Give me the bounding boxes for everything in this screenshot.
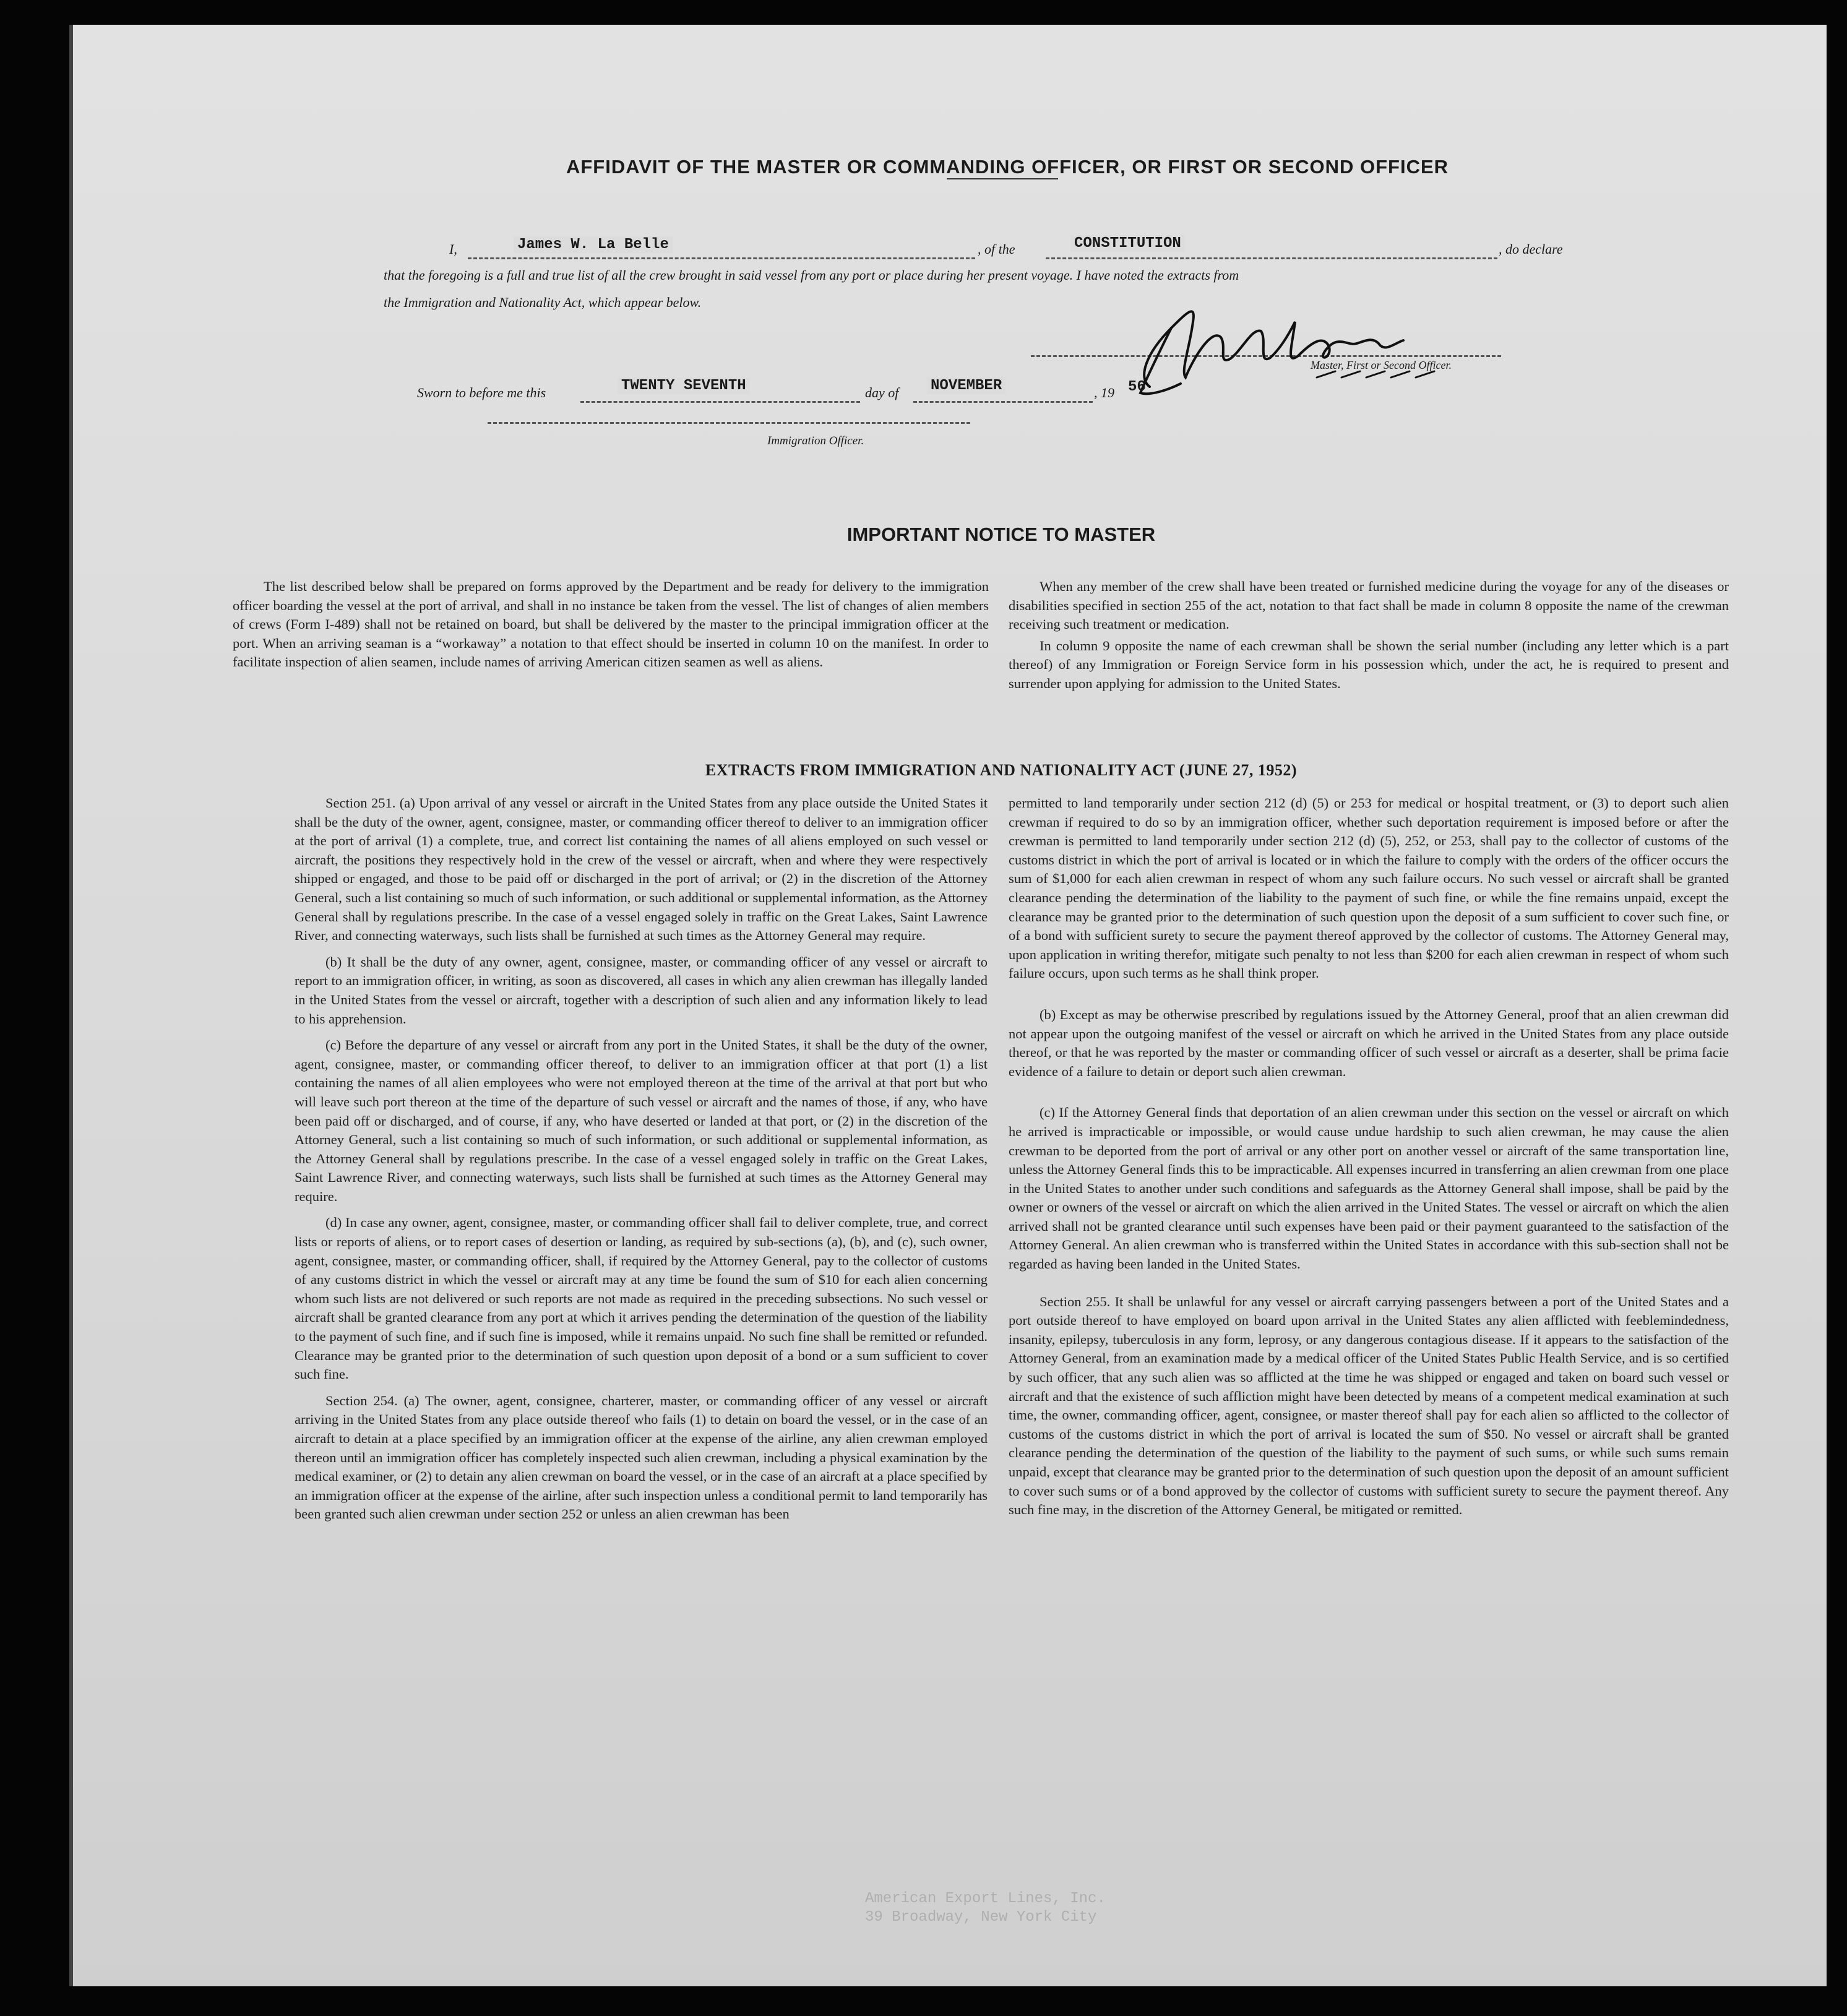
bleed-through-line-2: 39 Broadway, New York City <box>865 1909 1097 1926</box>
extracts-left-column <box>295 794 988 1531</box>
notice-right-paragraph-1: When any member of the crew shall have been treated or furnished medicine during the voyage for any of the diseases or disabilities specified in section 255 of the act, notation to that fact shall be made in column 8 opposite the name of the crewman receiving such treatment or medication. <box>1009 579 1729 632</box>
sworn-day-field[interactable]: TWENTY SEVENTH <box>618 377 750 394</box>
notice-right-paragraph-2: In column 9 opposite the name of each crewman shall be shown the serial number (including any letter which is a part thereof) of any Immigration or Foreign Service form in his possession which, under the act, he is required to present and surrender upon applying for admission to the United States. <box>1009 637 1729 691</box>
section-251c: (c) Before the departure of any vessel or aircraft from any port in the United States, it shall be the duty of the owner, agent, consignee, master, or commanding officer thereof, to deliver to an immigration officer at that port (1) a list containing the names of all alien employees who were not employed thereon at the time of the arrival at that port but who will leave such port thereon at the time of the departure of such vessel or aircraft and the names of those, if any, who have been paid off or discharged, and of course, if any, who have deserted or landed at that port, or (2) in the discretion of the Attorney General, such a list containing so much of such information, or such additional or supplemental information, as the Attorney General shall by regulations prescribe. In the case of a vessel engaged solely in traffic on the Great Lakes, Saint Lawrence River, and connecting waterways, such lists shall be furnished at such times as the Attorney General may require. <box>295 1037 988 1204</box>
notice-right-column <box>1009 577 1729 701</box>
declaration-text-2: the Immigration and Nationality Act, which appear below. <box>384 295 702 310</box>
vessel-name-field[interactable]: CONSTITUTION <box>1070 235 1185 252</box>
of-the-label: , of the <box>978 241 1015 257</box>
notice-left-column <box>233 577 989 679</box>
section-251a: Section 251. (a) Upon arrival of any vessel or aircraft in the United States from any place outside the United States it shall be the duty of the owner, agent, consignee, master, or commanding officer thereof to deliver to an immigration officer at the port of arrival (1) a complete, true, and correct list containing the names of all aliens employed on such vessel or aircraft, the positions they respectively hold in the crew of the vessel or aircraft, when and where they were respectively shipped or engaged, and those to be paid off or discharged in the port of arrival; or (2) in the discretion of the Attorney General, such a list containing so much of such information, or such additional or supplemental information, as the Attorney General shall by regulations prescribe. In the case of a vessel engaged solely in traffic on the Great Lakes, Saint Lawrence River, and connecting waterways, such lists shall be furnished at such times as the Attorney General may require. <box>295 795 988 944</box>
master-name-field[interactable]: James W. La Belle <box>514 236 673 253</box>
notice-left-paragraph: The list described below shall be prepared on forms approved by the Department and be ready for delivery to the immigration officer boarding the vessel at the port of arrival, and shall in no instance be taken from the vessel. The list of changes of alien members of crews (Form I-489) shall not be retained on board, but shall be delivered by the master to the principal immigration officer at the port. When an arriving seaman is a “workaway” a notation to that effect should be inserted in column 10 on the manifest. In order to facilitate inspection of alien seamen, include names of arriving American citizen seamen as well as aliens. <box>233 579 989 670</box>
month-field[interactable]: NOVEMBER <box>927 377 1005 394</box>
section-254a-continued: permitted to land temporarily under section 212 (d) (5) or 253 for medical or hospital treatment, or (3) to deport such alien crewman if required to do so by an immigration officer, whether such deportation requirement is imposed before or after the crewman is permitted to land temporarily under section 212 (d) (5), 252, or 253, shall pay to the collector of customs of the customs district in which the port of arrival is located or in which the failure to comply with the orders of the officer occurs the sum of $1,000 for each alien crewman in respect of whom any such failure occurs. No such vessel or aircraft shall be granted clearance pending the determination of the liability to the payment of such fine, or while the fine remains unpaid, except the clearance may be granted prior to the determination of such question upon the deposit of a sum sufficient to cover such fine, or of a bond with sufficient surety to secure the payment thereof approved by the collector of customs. The Attorney General may, upon application in writing therefor, mitigate such penalty to not less than $200 for each alien crewman in respect of whom such failure occurs, upon such terms as he shall think proper. <box>1009 795 1729 981</box>
i-label: I, <box>449 241 457 257</box>
day-of-label: day of <box>865 385 899 400</box>
immigration-officer-label: Immigration Officer. <box>767 434 864 447</box>
affidavit-title: AFFIDAVIT OF THE MASTER OR COMMANDING OFFICER, OR FIRST OR SECOND OFFICER <box>566 156 1449 178</box>
year-field[interactable]: 56 <box>1128 379 1146 395</box>
extracts-right-column <box>1009 794 1729 1527</box>
section-254a: Section 254. (a) The owner, agent, consignee, charterer, master, or commanding officer of any vessel or aircraft arriving in the United States from any place outside thereof who fails (1) to detain on board the vessel, or in the case of an aircraft to detain at a place specified by an immigration officer at the expense of the airline, any alien crewman employed thereon until an immigration officer has completely inspected such alien crewman, including a physical examination by the medical examiner, or (2) to detain any alien crewman on board the vessel, or in the case of an aircraft at a place specified by an immigration officer at the expense of the airline, after such inspection unless a conditional permit to land temporarily has been granted such alien crewman under section 252 or unless an alien crewman has been <box>295 1392 988 1522</box>
section-254b: (b) Except as may be otherwise prescribed by regulations issued by the Attorney General, proof that an alien crewman did not appear upon the outgoing manifest of the vessel or aircraft on which he arrived in the United States from any place outside thereof, or that he was reported by the master or commanding officer of such vessel or aircraft as a deserter, shall be prima facie evidence of a failure to detain or deport such alien crewman. <box>1009 1006 1729 1079</box>
year-prefix-label: , 19 <box>1094 385 1114 400</box>
master-officer-label: Master, First or Second Officer. <box>1311 359 1452 371</box>
section-255: Section 255. It shall be unlawful for any vessel or aircraft carrying passengers between a port of the United States and a port outside thereof to have employed on board upon arrival in the United States any alien afflicted with feeblemindedness, insanity, epilepsy, tuberculosis in any form, leprosy, or any dangerous contagious disease. If it appears to the satisfaction of the Attorney General, from an examination made by a medical officer of the United States Public Health Service, and is so certified by such officer, that any such alien was so afflicted at the time he was shipped or engaged and taken on board such vessel or aircraft and that the existence of such affliction might have been detected by means of a competent medical examination at such time, the owner, commanding officer, agent, consignee, or master thereof shall pay for each alien so afflicted to the collector of customs of the customs district in which the port of arrival is located the sum of $50. No vessel or aircraft shall be granted clearance pending the determination of the question of the liability to the payment of such sums, or while such sums remain unpaid, except that clearance may be granted prior to the determination of such question upon the deposit of an amount sufficient to cover such sums or of a bond approved by the collector of customs with sufficient surety to secure the payment thereof. Any such fine may, in the discretion of the Attorney General, be mitigated or remitted. <box>1009 1293 1729 1518</box>
declare-label: , do declare <box>1499 241 1563 257</box>
title-underline <box>947 178 1058 179</box>
section-254c: (c) If the Attorney General finds that deportation of an alien crewman under this section on the vessel or aircraft on which he arrived is impracticable or impossible, or would cause undue hardship to such alien crewman, he may cause the alien crewman to be deported from the port of arrival or any other port on another vessel or aircraft of the same transportation line, unless the Attorney General finds this to be impracticable. All expenses incurred in transferring an alien crewman from one place in the United States to another under such conditions and safeguards as the Attorney General shall impose, shall be paid by the owner or owners of the vessel or aircraft on which the alien arrived in the United States. The vessel or aircraft on which the alien arrived shall not be granted clearance until such expenses have been paid or their payment guaranteed to the satisfaction of the Attorney General. An alien crewman who is transferred within the United States in accordance with this sub-section shall not be regarded as having been landed in the United States. <box>1009 1105 1729 1272</box>
master-signature-image <box>1113 285 1509 408</box>
notice-heading: IMPORTANT NOTICE TO MASTER <box>846 523 1156 545</box>
sworn-label: Sworn to before me this <box>417 385 546 400</box>
section-251d: (d) In case any owner, agent, consignee, master, or commanding officer shall fail to deliver complete, true, and correct lists or reports of aliens, or to report cases of desertion or landing, as required by sub-sections (a), (b), and (c), such owner, agent, consignee, master, or commanding officer, shall, if required by the Attorney General, pay to the collector of customs of any customs district in which the vessel or aircraft may at any time be found the sum of $10 for each alien concerning whom such lists are not delivered or such reports are not made as required in the preceding subsections. No such vessel or aircraft shall be granted clearance from any port at which it arrives pending the determination of the question of the liability to the payment of such fine, and if such fine is imposed, while it remains unpaid. No such fine shall be remitted or refunded. Clearance may be granted prior to the determination of such question upon deposit of a bond or a sum sufficient to cover such fine. <box>295 1215 988 1382</box>
extracts-heading: EXTRACTS FROM IMMIGRATION AND NATIONALITY ACT (JUNE 27, 1952) <box>705 761 1298 779</box>
bleed-through-line-1: American Export Lines, Inc. <box>865 1890 1106 1907</box>
immigration-officer-line <box>488 416 970 424</box>
document-page <box>69 25 1827 1986</box>
declaration-text-1: that the foregoing is a full and true list of all the crew brought in said vessel from any port or place during her present voyage. I have noted the extracts from <box>384 267 1239 283</box>
section-251b: (b) It shall be the duty of any owner, agent, consignee, master, or commanding officer of any vessel or aircraft to report to an immigration officer, in writing, as soon as discovered, all cases in which any alien crewman has illegally landed in the United States from the vessel or aircraft, together with a description of such alien and any information likely to lead to his apprehension. <box>295 954 988 1027</box>
